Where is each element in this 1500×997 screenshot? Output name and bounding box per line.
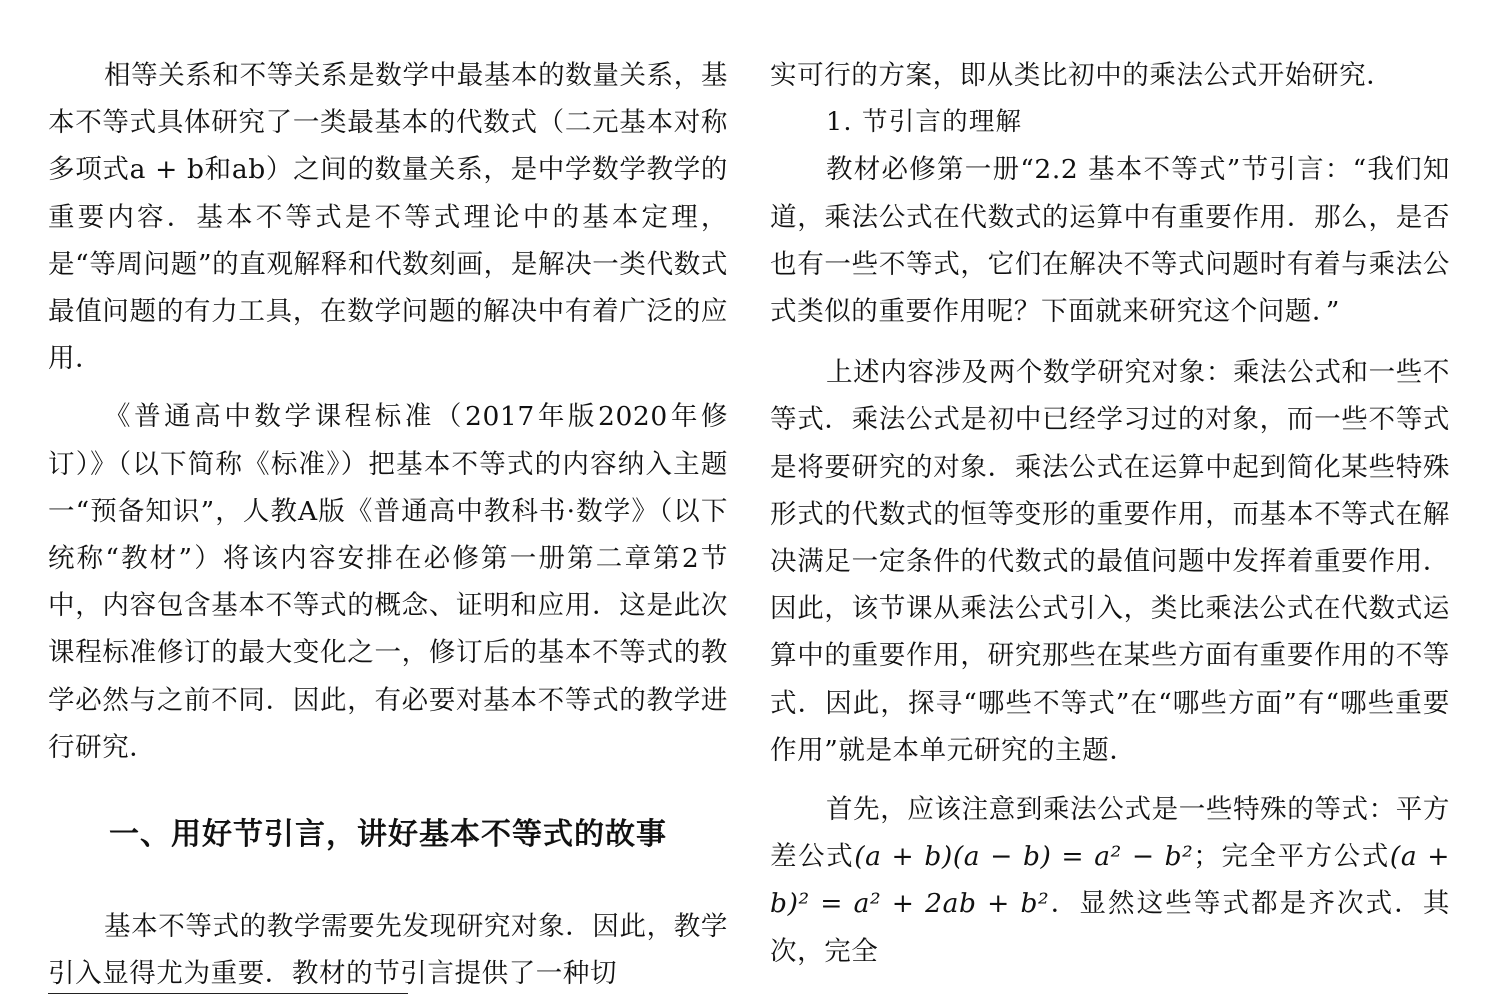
paragraph-curriculum-standard: 《普通高中数学课程标准（2017年版2020年修订）》（以下简称《标准》）把基本不等式的内容纳入主题一“预备知识”，人教A版《普通高中教科书·数学》（以下统称“教材”）将该内容安排在必修第一册第二章第2节中，内容包含基本不等式的概念、证明和应用．这是此次课程标准修订的最大变化之一，修订后的基本不等式的教学必然与之前不同．因此，有必要对基本不等式的教学进行研究． xyxy=(48,401,728,763)
right-column xyxy=(770,52,1450,975)
paragraph-formulas xyxy=(770,786,1450,975)
footnote-divider xyxy=(48,993,408,994)
paragraph-teaching-intro: 基本不等式的教学需要先发现研究对象．因此，教学引入显得尤为重要．教材的节引言提供了一种切 xyxy=(48,911,728,990)
perfect-square-formula: (a + b)² = a² + 2ab + b² xyxy=(770,841,1451,920)
paragraph-intro: 相等关系和不等关系是数学中最基本的数量关系，基本不等式具体研究了一类最基本的代数式（二元基本对称多项式a + b和ab）之间的数量关系，是中学数学教学的重要内容．基本不等式是不等式理论中的基本定理，是“等周问题”的直观解释和代数刻画，是解决一类代数式最值问题的有力工具，在数学问题的解决中有着广泛的应用． xyxy=(48,60,728,375)
difference-of-squares-formula: (a + b)(a − b) = a² − b² xyxy=(854,841,1194,873)
left-column xyxy=(48,52,728,997)
subsection-heading: 1. 节引言的理解 xyxy=(826,107,1023,138)
paragraph-textbook-quote: 教材必修第一册“2.2 基本不等式”节引言：“我们知道，乘法公式在代数式的运算中有重要作用．那么，是否也有一些不等式，它们在解决不等式问题时有着与乘法公式类似的重要作用呢？下面就来研究这个问题．” xyxy=(770,154,1450,328)
formulas-text-3: ．显然这些等式都是齐次式．其次，完全 xyxy=(770,888,1450,967)
paragraph-continuation: 实可行的方案，即从类比初中的乘法公式开始研究． xyxy=(770,60,1394,91)
paragraph-analysis: 上述内容涉及两个数学研究对象：乘法公式和一些不等式．乘法公式是初中已经学习过的对象，而一些不等式是将要研究的对象．乘法公式在运算中起到简化某些特殊形式的代数式的恒等变形的重要作用，而基本不等式在解决满足一定条件的代数式的最值问题中发挥着重要作用．因此，该节课从乘法公式引入，类比乘法公式在代数式运算中的重要作用，研究那些在某些方面有重要作用的不等式．因此，探寻“哪些不等式”在“哪些方面”有“哪些重要作用”就是本单元研究的主题． xyxy=(770,357,1450,766)
formulas-text-2: ；完全平方公式 xyxy=(1193,841,1390,873)
section-heading: 一、用好节引言，讲好基本不等式的故事 xyxy=(109,817,667,853)
formulas-text-1: 首先，应该注意到乘法公式是一些特殊的等式：平方差公式 xyxy=(770,794,1450,873)
